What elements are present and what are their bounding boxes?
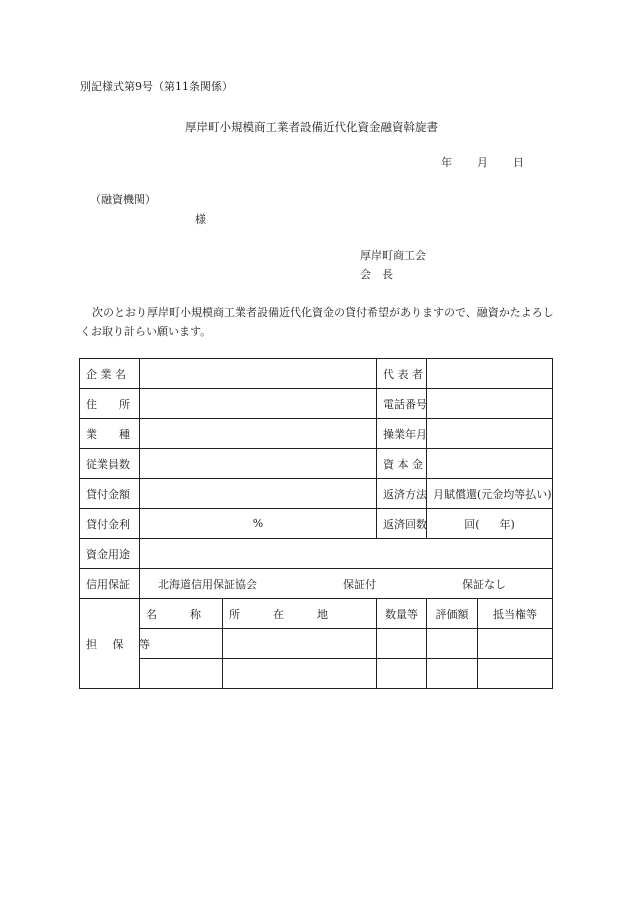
table-row — [80, 659, 553, 689]
collateral-mortgage-cell[interactable] — [478, 659, 553, 689]
purpose-label: 資金用途 — [80, 539, 140, 569]
loan-amount-field[interactable] — [140, 479, 377, 509]
count-unit: 回( — [464, 517, 480, 531]
percent-unit: % — [252, 517, 264, 530]
table-row — [80, 509, 553, 539]
application-form-table — [79, 358, 553, 689]
repayment-method-label: 返済方法 — [377, 479, 427, 509]
table-row — [80, 419, 553, 449]
table-row — [80, 599, 553, 629]
repayment-count-label: 返済回数 — [377, 509, 427, 539]
capital-label: 資 本 金 — [377, 449, 427, 479]
address-field[interactable] — [140, 389, 377, 419]
credit-guarantee-label: 信用保証 — [80, 569, 140, 599]
table-row — [80, 359, 553, 389]
honorific: 様 — [195, 213, 206, 226]
date-year: 年 — [441, 156, 452, 169]
table-row — [80, 479, 553, 509]
collateral-valuation-cell[interactable] — [427, 659, 478, 689]
repayment-method-value: 月賦償還(元金均等払い) — [427, 479, 553, 509]
table-row — [80, 449, 553, 479]
col-mortgage-header: 抵当権等 — [478, 599, 553, 629]
company-name-label: 企 業 名 — [80, 359, 140, 389]
collateral-mortgage-cell[interactable] — [478, 629, 553, 659]
collateral-quantity-cell[interactable] — [377, 659, 427, 689]
purpose-field[interactable] — [140, 539, 553, 569]
repayment-count-field[interactable] — [427, 509, 553, 539]
collateral-valuation-cell[interactable] — [427, 629, 478, 659]
collateral-quantity-cell[interactable] — [377, 629, 427, 659]
lender-label: （融資機関） — [90, 193, 156, 206]
year-unit: 年) — [499, 517, 515, 531]
body-paragraph: 次のとおり厚岸町小規模商工業者設備近代化資金の貸付希望がありますので、融資かたよろしくお取り計らい願います。 — [80, 306, 554, 338]
form-reference: 別記様式第9号（第11条関係） — [80, 80, 233, 93]
table-row — [80, 569, 553, 599]
representative-field[interactable] — [427, 359, 553, 389]
start-date-field[interactable] — [427, 419, 553, 449]
representative-label: 代 表 者 — [377, 359, 427, 389]
credit-guarantee-options — [140, 569, 553, 599]
collateral-location-cell[interactable] — [223, 659, 377, 689]
document-title: 厚岸町小規模商工業者設備近代化資金融資斡旋書 — [185, 120, 438, 134]
date-month: 月 — [477, 156, 488, 169]
collateral-name-cell[interactable] — [140, 659, 223, 689]
industry-label: 業 種 — [80, 419, 140, 449]
industry-field[interactable] — [140, 419, 377, 449]
no-guarantee-option[interactable]: 保証なし — [462, 577, 506, 591]
guarantor-name: 北海道信用保証協会 — [158, 577, 257, 591]
date-line — [441, 156, 524, 170]
guaranteed-option[interactable]: 保証付 — [343, 577, 376, 591]
start-date-label: 操業年月 — [377, 419, 427, 449]
capital-field[interactable] — [427, 449, 553, 479]
interest-field[interactable] — [140, 509, 377, 539]
collateral-label: 担 保 等 — [80, 599, 140, 689]
table-row — [80, 539, 553, 569]
phone-field[interactable] — [427, 389, 553, 419]
col-name-header: 名 称 — [140, 599, 223, 629]
table-row — [80, 389, 553, 419]
employees-label: 従業員数 — [80, 449, 140, 479]
phone-label: 電話番号 — [377, 389, 427, 419]
employees-field[interactable] — [140, 449, 377, 479]
collateral-location-cell[interactable] — [223, 629, 377, 659]
issuer-organization: 厚岸町商工会 — [360, 249, 426, 262]
col-location-header: 所 在 地 — [223, 599, 377, 629]
issuer-role: 会 長 — [360, 268, 393, 281]
col-valuation-header: 評価額 — [427, 599, 478, 629]
interest-label: 貸付金利 — [80, 509, 140, 539]
company-name-field[interactable] — [140, 359, 377, 389]
loan-amount-label: 貸付金額 — [80, 479, 140, 509]
date-day: 日 — [513, 156, 524, 169]
address-label: 住 所 — [80, 389, 140, 419]
col-quantity-header: 数量等 — [377, 599, 427, 629]
